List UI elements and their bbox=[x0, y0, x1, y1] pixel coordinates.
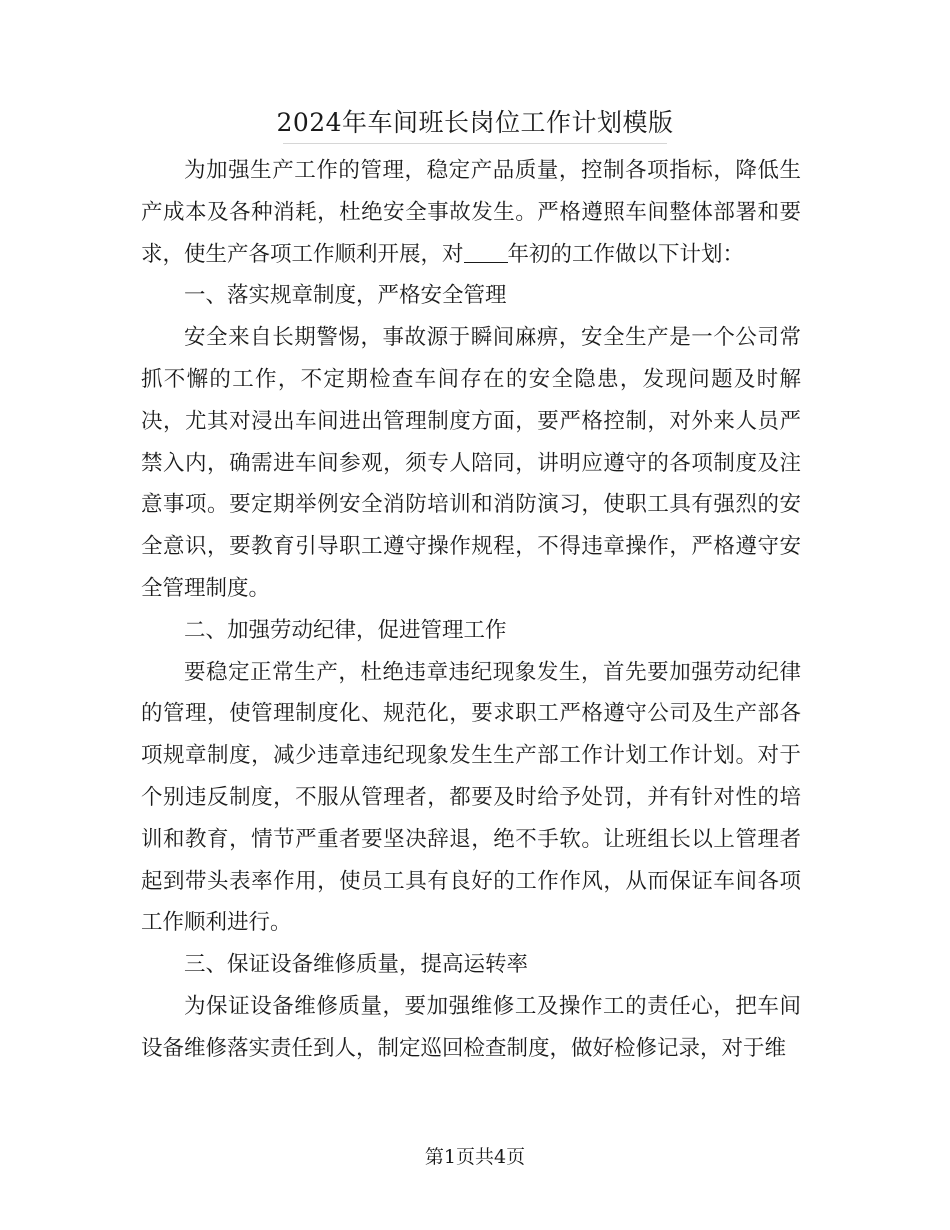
document-title: 2024年车间班长岗位工作计划模版 bbox=[276, 108, 674, 137]
document-body bbox=[141, 150, 801, 1070]
intro-text-after-blank: 年初的工作做以下计划： bbox=[507, 241, 745, 267]
section2-heading: 二、加强劳动纪律，促进管理工作 bbox=[184, 617, 507, 643]
section3-paragraph: 为保证设备维修质量，要加强维修工及操作工的责任心，把车间设备维修落实责任到人，制定巡回检查制度，做好检修记录，对于维 bbox=[141, 993, 801, 1061]
page-number-footer: 第1页共4页 bbox=[424, 1146, 526, 1168]
section1-heading: 一、落实规章制度，严格安全管理 bbox=[184, 283, 507, 309]
section2-paragraph: 要稳定正常生产，杜绝违章违纪现象发生，首先要加强劳动纪律的管理，使管理制度化、规范化，要求职工严格遵守公司及生产部各项规章制度，减少违章违纪现象发生生产部工作计划工作计划。对于个别违反制度，不服从管理者，都要及时给予处罚，并有针对性的培训和教育，情节严重者要坚决辞退，绝不手软。让班组长以上管理者起到带头表率作用，使员工具有良好的工作作风，从而保证车间各项工作顺利进行。 bbox=[141, 659, 801, 936]
year-blank-underline bbox=[464, 242, 508, 263]
section3-heading: 三、保证设备维修质量，提高运转率 bbox=[184, 952, 529, 978]
title-underline bbox=[283, 143, 667, 144]
intro-paragraph bbox=[141, 150, 801, 275]
intro-text-before-blank: 为加强生产工作的管理，稳定产品质量，控制各项指标，降低生产成本及各种消耗，杜绝安全事故发生。严格遵照车间整体部署和要求，使生产各项工作顺利开展，对 bbox=[141, 158, 801, 267]
section1-paragraph: 安全来自长期警惕，事故源于瞬间麻痹，安全生产是一个公司常抓不懈的工作，不定期检查车间存在的安全隐患，发现问题及时解决，尤其对浸出车间进出管理制度方面，要严格控制，对外来人员严禁入内，确需进车间参观，须专人陪同，讲明应遵守的各项制度及注意事项。要定期举例安全消防培训和消防演习，使职工具有强烈的安全意识，要教育引导职工遵守操作规程，不得违章操作，严格遵守安全管理制度。 bbox=[141, 325, 801, 601]
